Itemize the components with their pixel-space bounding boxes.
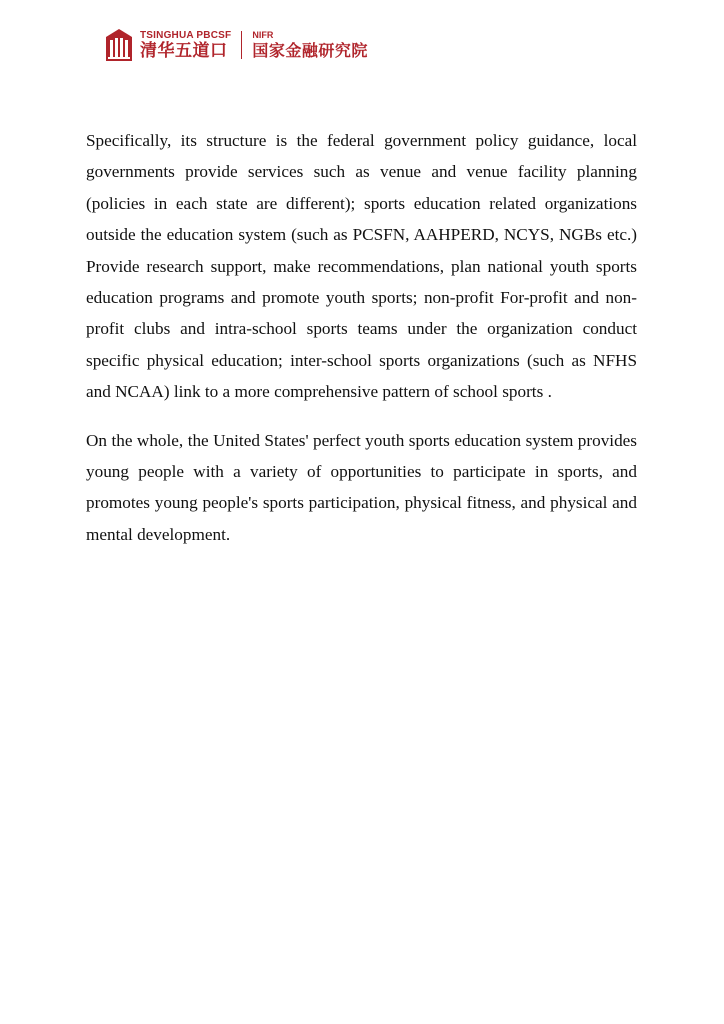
building-logo-icon [104,28,134,62]
brand-name-cn: 清华五道口 [140,40,228,61]
institute-block [252,30,368,61]
paragraph: Specifically, its structure is the federal government policy guidance, local governments provide services such as venue and venue facility planning (policies in each state are different); sports education related organizations outside the education system (such as PCSFN, AAHPERD, NCYS, NGBs etc.) Provide research support, make recommendations, plan national youth sports education programs and promote youth sports; non-profit For-profit and non-profit clubs and intra-school sports teams under the organization conduct specific physical education; inter-school sports organizations (such as NFHS and NCAA) link to a more comprehensive pattern of school sports . [86,131,637,402]
document-body [86,125,637,567]
brand-block [140,30,231,61]
paragraph: On the whole, the United States' perfect youth sports education system provides young people with a variety of opportunities to participate in sports, and promotes young people's sports participation, physical fitness, and physical and mental development. [86,430,637,544]
brand-divider [241,31,242,59]
institute-name-cn: 国家金融研究院 [252,40,368,60]
institute-name-en: NIFR [252,29,274,40]
brand-name-en: TSINGHUA PBCSF [140,29,232,41]
page-header [104,27,368,63]
